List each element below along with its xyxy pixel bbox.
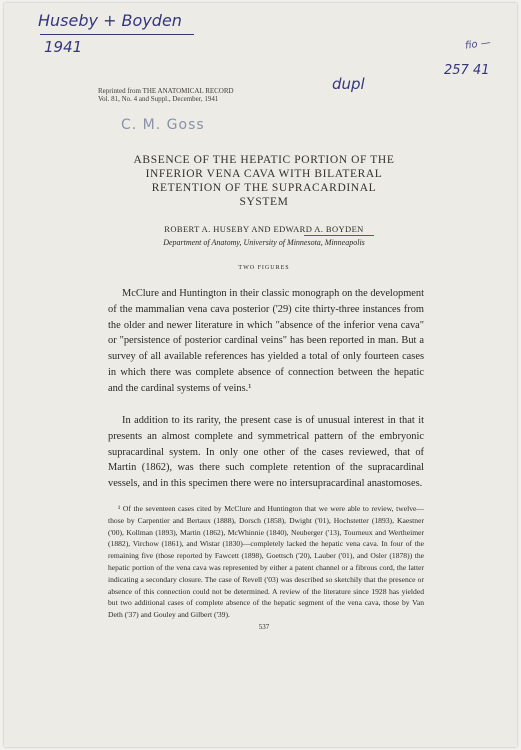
page-number: 537 [258, 623, 270, 631]
title-line-3: RETENTION OF THE SUPRACARDINAL [151, 182, 377, 194]
handwritten-year: 1941 [44, 38, 83, 56]
handwritten-authors: Huseby + Boyden [38, 11, 182, 30]
reprint-notice [98, 87, 234, 103]
red-underline [304, 235, 374, 236]
title-line-2: INFERIOR VENA CAVA WITH BILATERAL [145, 168, 383, 180]
article-authors: ROBERT A. HUSEBY AND EDWARD A. BOYDEN [164, 224, 364, 234]
handwritten-side-note: fio — [464, 37, 492, 52]
figures-note: TWO FIGURES [238, 265, 290, 271]
footnote: ¹ Of the seventeen cases cited by McClure and Huntington that we were able to review, twelve—those by Carpentier and Bertaux (1888), Dorsch (1858), Dwight ('01), Hochstetter (1893), Kaestner ('00), Kollman (1893), Martin (1862), McWhinnie (1840), Neuberger ('13), Tourneux and Wertheimer (1882), Virchow (1861), and Wistar (1830)—completely lacked the hepatic vena cava. In four of the remaining five (those reported by Fawcett (1898), Goettsch ('20), Lauber ('01), and Osler (1878)) the hepatic portion of the vena cava was represented by either a patent channel or a fibrous cord, the latter indicating a secondary closure. The case of Revell ('03) was described so sketchily that the presence or absence of this connection could not be determined. A review of the literature since 1928 has yielded but two additional cases of complete absence of the hepatic segment of the vena cava, those by Van Deth ('37) and Gouley and Gilbert ('39). [108, 504, 424, 620]
owner-stamp: C. M. Goss [121, 117, 205, 133]
author-affiliation: Department of Anatomy, University of Minnesota, Minneapolis [163, 238, 365, 247]
body-paragraph-1: McClure and Huntington in their classic monograph on the development of the mammalian vena cava posterior ('29) cite thirty-three instances from the older and newer literature in which "absence of the inferior vena cava" or "persistence of posterior cardinal veins" has been reported in man. But a survey of all available references has yielded a total of only fourteen cases in which there was complete absence of connection between the hepatic and the cardinal systems of veins.¹ [108, 288, 424, 394]
reprint-line-2: Vol. 81, No. 4 and Suppl., December, 1941 [98, 95, 219, 103]
article-title [94, 153, 434, 209]
document-page [4, 3, 517, 747]
title-line-4: SYSTEM [239, 196, 289, 208]
body-paragraph-2: In addition to its rarity, the present case is of unusual interest in that it presents an almost complete and symmetrical pattern of the embryonic supracardinal system. In only one other of the cases reviewed, that of Martin (1862), was there such complete retention of the supracardinal vessels, and in this specimen there were no intersupracardinal anastomoses. [108, 415, 424, 490]
handwritten-underline [40, 34, 194, 35]
handwritten-number: 257 41 [444, 63, 490, 78]
title-line-1: ABSENCE OF THE HEPATIC PORTION OF THE [133, 154, 395, 166]
reprint-line-1: Reprinted from THE ANATOMICAL RECORD [98, 87, 234, 95]
handwritten-dupl-note: dupl [332, 75, 365, 93]
